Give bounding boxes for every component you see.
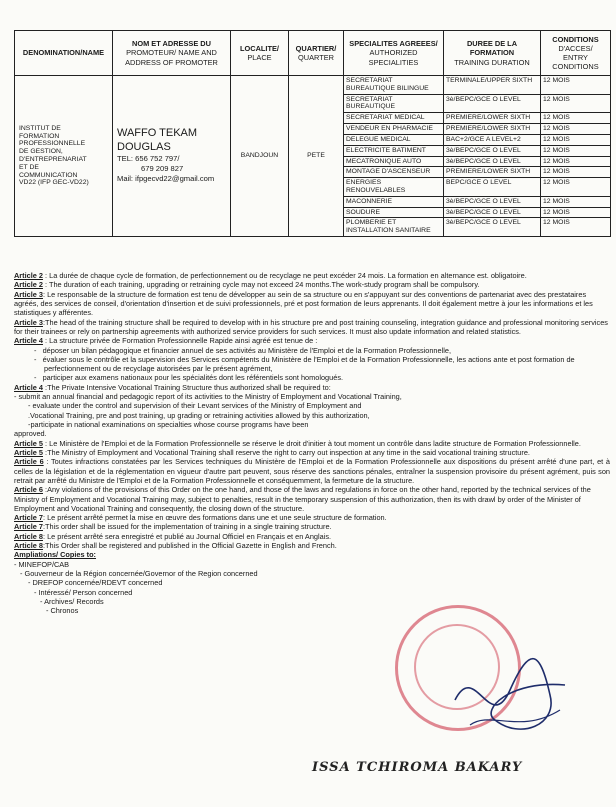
condition-cell: 12 MOIS xyxy=(541,178,611,197)
duration-cell: 3è/BEPC/GCE O LEVEL xyxy=(444,156,541,167)
table-header-row xyxy=(15,31,611,76)
speciality-cell: SECRETARIAT BUREAUTIQUE xyxy=(344,94,444,113)
article-8-fr: Article 8: Le présent arrêté sera enregistré et publié au Journal Officiel en Français et en Anglais. xyxy=(14,531,332,541)
promoter-info xyxy=(113,76,231,237)
header-locality: LOCALITE/ PLACE xyxy=(231,31,289,76)
speciality-cell: MECATRONIQUE AUTO xyxy=(344,156,444,167)
duration-cell: 3è/BEPC/GCE O LEVEL xyxy=(444,196,541,207)
condition-cell: 12 MOIS xyxy=(541,145,611,156)
header-conditions: CONDITIONS D'ACCES/ ENTRY CONDITIONS xyxy=(541,31,611,76)
list-item: - Chronos xyxy=(46,606,79,616)
copies-list xyxy=(14,550,610,615)
header-denomination: DENOMINATION/NAME xyxy=(15,31,113,76)
article-4-en-bullet: .Vocational Training, pre and post training, up grading or retraining activities allowed by this authorization, xyxy=(28,410,370,420)
condition-cell: 12 MOIS xyxy=(541,76,611,95)
promoter-name: WAFFO TEKAM DOUGLAS xyxy=(117,127,198,153)
speciality-cell: SECRETARIAT BUREAUTIQUE BILINGUE xyxy=(344,76,444,95)
article-2-fr: Article 2 : La durée de chaque cycle de formation, de perfectionnement ou de recyclage ne peut excéder 24 mois. La formation en alternance est. obligatoire. xyxy=(14,271,527,280)
article-4-fr: Article 4 : La structure privée de Formation Professionnelle Rapide ainsi agréé est tenue de : xyxy=(14,336,318,346)
list-item: - Gouverneur de la Région concernée/Governor of the Region concerned xyxy=(20,569,258,578)
speciality-cell: MACONNERIE xyxy=(344,196,444,207)
article-4-fr-bullet: - participer aux examens nationaux pour les spécialités dont les référentiels sont homologués. xyxy=(34,373,344,383)
article-4-fr-bullet: - déposer un bilan pédagogique et financier annuel de ses activités au Ministère de l'Emploi et de la Formation Professionnelle, xyxy=(34,345,451,355)
condition-cell: 12 MOIS xyxy=(541,218,611,237)
speciality-cell: ELECTRICITE BATIMENT xyxy=(344,145,444,156)
condition-cell: 12 MOIS xyxy=(541,124,611,135)
duration-cell: 3è/BEPC/GCE O LEVEL xyxy=(444,218,541,237)
promoter-mail: Mail: ifpgecvd22@gmail.com xyxy=(117,174,215,184)
promoter-tel: TEL: 656 752 797/ 679 209 827 xyxy=(117,153,184,174)
list-item: - Archives/ Records xyxy=(40,596,104,606)
speciality-cell: VENDEUR EN PHARMACIE xyxy=(344,124,444,135)
list-item: - DREFOP concernée/RDEVT concerned xyxy=(28,578,163,588)
speciality-cell: MONTAGE D'ASCENSEUR xyxy=(344,167,444,178)
speciality-cell: DELEGUE MEDICAL xyxy=(344,134,444,145)
articles-body xyxy=(14,271,610,616)
article-8-en: Article 8:This Order shall be registered and published in the Official Gazette in English and French. xyxy=(14,541,337,551)
article-4-fr-bullet: - évaluer sous le contrôle et la supervision des Services compétents du Ministère de l'Emploi et de la Formation Professionnelle, les actions ante et post formation de perfectionnement ou de recyclage autorisées par le présent agrément, xyxy=(34,354,575,374)
article-5-en: Article 5 :The Ministry of Employment and Vocational Training shall reserve the right to carry out inspection at any time in the said vocational training structure. xyxy=(14,447,530,457)
speciality-cell: SECRETARIAT MEDICAL xyxy=(344,113,444,124)
signature-scribble xyxy=(450,640,570,750)
article-7-en: Article 7:This order shall be issued for the implementation of training in a single training structure. xyxy=(14,522,332,532)
duration-cell: PREMIERE/LOWER SIXTH xyxy=(444,113,541,124)
locality-value: BANDJOUN xyxy=(231,76,289,237)
document-page xyxy=(14,30,610,237)
article-4-en: Article 4 :The Private Intensive Vocational Training Structure thus authorized shall be required to: xyxy=(14,382,331,392)
duration-cell: 3è/BEPC/GCE O LEVEL xyxy=(444,145,541,156)
article-3-en: Article 3:The head of the training structure shall be required to develop with in his structure pre and post training counseling, integration guidance and professional monitoring services for their trainees or rely on partnership agreements with authorized service providers for such services. It must also update information and related statistics. xyxy=(14,317,608,336)
duration-cell: 3è/BEPC/GCE O LEVEL xyxy=(444,207,541,218)
duration-cell: 3è/BEPC/GCE O LEVEL xyxy=(444,94,541,113)
duration-cell: BAC+2/GCE A LEVEL+2 xyxy=(444,134,541,145)
article-4-en-bullet: approved. xyxy=(14,429,47,439)
list-item: - Intéressé/ Person concerned xyxy=(34,587,133,597)
article-4-en-bullet: - submit an annual financial and pedagogic report of its activities to the Ministry of Employment and Vocational Training, xyxy=(14,392,402,402)
speciality-cell: PLOMBERIE ET INSTALLATION SANITAIRE xyxy=(344,218,444,237)
duration-cell: BEPC/GCE O LEVEL xyxy=(444,178,541,197)
speciality-cell: SOUDURE xyxy=(344,207,444,218)
duration-cell: PREMIERE/LOWER SIXTH xyxy=(444,167,541,178)
quarter-value: PETE xyxy=(289,76,344,237)
copies-title: Ampliations/ Copies to: xyxy=(14,550,97,560)
speciality-cell: ENERGIES RENOUVELABLES xyxy=(344,178,444,197)
article-4-en-bullet: - evaluate under the control and supervision of their Levant services of the Ministry of Employment and xyxy=(28,401,362,411)
header-specialities: SPECIALITES AGREEES/ AUTHORIZED SPECIALITIES xyxy=(344,31,444,76)
condition-cell: 12 MOIS xyxy=(541,167,611,178)
article-5-fr: Article 5 : Le Ministère de l'Emploi et de la Formation Professionnelle se réserve le droit d'initier à tout moment un contrôle dans ladite structure de Formation Professionnelle. xyxy=(14,438,581,448)
header-quarter: QUARTIER/ QUARTER xyxy=(289,31,344,76)
duration-cell: TERMINALE/UPPER SIXTH xyxy=(444,76,541,95)
article-2-en: Article 2 : The duration of each training, upgrading or retraining cycle may not exceed 24 months.The work-study program shall be compulsory. xyxy=(14,280,480,290)
article-3-fr: Article 3: Le responsable de la structure de formation est tenu de développer au sein de sa structure ou en s'appuyant sur des conventions de partenariat avec des prestataires agréés, des services de conseil, d'orientation d'insertion et de suivi professionnels, pré et post formation de leurs apprenants. Il doit également mettre à jour les informations et les statistiques y afférentes. xyxy=(14,289,593,318)
header-duration: DUREE DE LA FORMATION TRAINING DURATION xyxy=(444,31,541,76)
header-promoter: NOM ET ADRESSE DU PROMOTEUR/ NAME AND ADDRESS OF PROMOTER xyxy=(113,31,231,76)
table-row xyxy=(15,76,611,95)
condition-cell: 12 MOIS xyxy=(541,134,611,145)
condition-cell: 12 MOIS xyxy=(541,196,611,207)
article-6-fr: Article 6 : Toutes infractions constatées par les Services techniques du Ministère de l'Emploi et de la Formation Professionnelle aux dispositions du présent arrêté d'une part, et à celles de la législation et de la réglementation en vigueur d'autre part peuvent, sous réserve des sanctions pénales, entraîner la suspension provisoire du présent agrément, puis son retrait par arrêté du Ministre de l'Emploi et de la Formation Professionnelle et conséquemment, la fermeture de la structure. xyxy=(14,457,610,485)
authorization-table xyxy=(14,30,611,237)
list-item: - MINEFOP/CAB xyxy=(14,559,70,569)
condition-cell: 12 MOIS xyxy=(541,94,611,113)
institution-name: INSTITUT DE FORMATION PROFESSIONNELLE DE GESTION, D'ENTREPRENARIAT ET DE COMMUNICATION VD22 (IFP GEC-VD22) xyxy=(15,76,113,237)
condition-cell: 12 MOIS xyxy=(541,156,611,167)
condition-cell: 12 MOIS xyxy=(541,207,611,218)
signatory-name: ISSA TCHIROMA BAKARY xyxy=(312,760,523,775)
article-6-en: Article 6 :Any violations of the provisions of this Order on the one hand, and those of the laws and regulations in force on the other hand, reported by the technical services of the Ministry of Employment and Vocational Training may, subject to penalties, result in the temporary suspension of this authorization, then its with drawl by order of the Minister of Employment and Vocational Training and consequently, the closing down of the structure. xyxy=(14,485,591,513)
article-7-fr: Article 7: Le présent arrêté permet la mise en œuvre des formations dans une et une seule structure de formation. xyxy=(14,513,387,523)
article-4-en-bullet: -participate in national examinations on specialties whose course programs have been xyxy=(28,420,309,429)
condition-cell: 12 MOIS xyxy=(541,113,611,124)
duration-cell: PREMIERE/LOWER SIXTH xyxy=(444,124,541,135)
